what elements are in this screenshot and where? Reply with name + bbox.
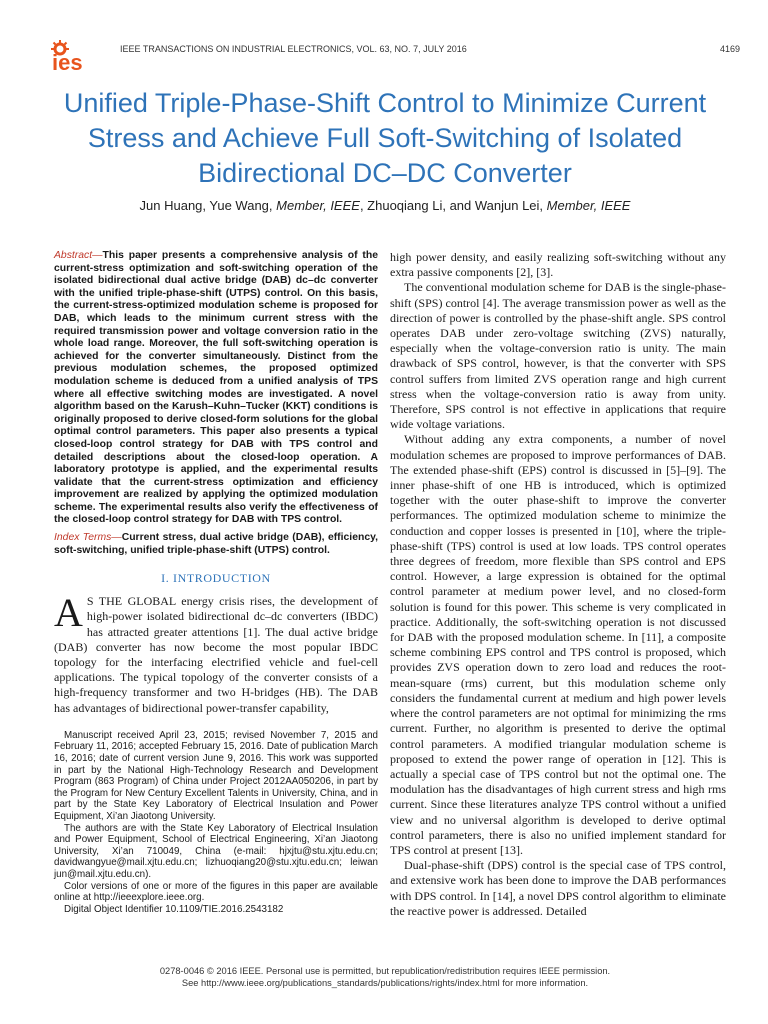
- footnote-color-versions: Color versions of one or more of the figures in this paper are available online at http://ieeexplore.ieee.org.: [54, 880, 378, 904]
- author-line: [40, 198, 730, 213]
- drop-cap: A: [54, 590, 83, 636]
- copyright-line: 0278-0046 © 2016 IEEE. Personal use is permitted, but republication/redistribution requires IEEE permission.: [159, 966, 611, 976]
- intro-text: S THE GLOBAL energy crisis rises, the development of high-power isolated bidirectional dc–dc converters (IBDC) has attracted greater attentions [1]. The dual active bridge (DAB) converter has now become the most popular IBDC topology for the interfacing electrified vehicle and fuel-cell applications. The typical topology of the converter consists of a high-frequency transformer and two H-bridges (HB). The DAB has advantages of bidirectional power-transfer capability,: [54, 594, 378, 715]
- index-terms-text: Current stress, dual active bridge (DAB), efficiency, soft-switching, unified triple-phase-shift (UTPS) control.: [54, 532, 378, 556]
- abstract: [54, 250, 378, 527]
- rights-url-line: See http://www.ieee.org/publications_standards/publications/rights/index.html for more information.: [181, 977, 589, 988]
- right-paragraph-2: The conventional modulation scheme for DAB is the single-phase-shift (SPS) control [4]. The average transmission power as well as the direction of power is controlled by the phase-shift angle. SPS control operates DAB under zero-voltage switching (ZVS) naturally, especially when the voltage-conversion ratio is unity. The main drawback of SPS control, however, is that the converter with SPS control suffers from limited ZVS operation range and high current stress when the voltage-conversion ratio is away from unity. Therefore, SPS control is not effective in applications that require wide voltage variations.: [390, 280, 726, 432]
- author-role-1: Member, IEEE: [276, 198, 360, 213]
- ies-logo: [48, 38, 110, 72]
- left-column: [54, 250, 378, 915]
- copyright-footer: [60, 966, 710, 989]
- right-paragraph-1: high power density, and easily realizing soft-switching without any extra passive components [2], [3].: [390, 250, 726, 280]
- author-names-2: , Zhuoqiang Li, and Wanjun Lei,: [359, 198, 547, 213]
- footnote-doi: Digital Object Identifier 10.1109/TIE.2016.2543182: [64, 903, 284, 915]
- author-role-2: Member, IEEE: [546, 198, 631, 213]
- index-terms-label: Index Terms—: [54, 532, 122, 544]
- right-paragraph-3: Without adding any extra components, a number of novel modulation schemes are proposed to improve performances of DAB. The extended phase-shift (EPS) control is discussed in [5]–[9]. The inner phase-shift of one HB is introduced, which is optimized together with the outer phase-shift to improve the converter performances. The optimized modulation scheme to minimize the conduction and copper losses is presented in [10], where the triple-phase-shift (TPS) control is used at low loads. TPS control operates three degrees of freedom, more flexible than SPS control and EPS control. However, a large expression is obtained for the optimal control parameter at medium power level, and no closed-form solution is found for this power. This scheme is very complicated in practice. Additionally, the soft-switching operation is not discussed for DAB with the proposed modulation scheme. In [11], a composite scheme combining EPS control and TPS control is proposed, which provides ZVS operation down to zero load and reduces the root-mean-square (rms) current, but this modulation scheme only considers the fundamental current at medium and high power levels where the control parameters are not optimal for minimizing the rms current. Further, no algorithm is presented to derive the optimal control parameters. A modified triangular modulation scheme is proposed to extend the power range of operation in [12]. This is actually a special case of TPS control but not the optimal one. The modulation has the disadvantages of high current stress and high rms current. Since these literatures analyze TPS control without a unified view and no universal algorithm is developed to derive optimal control parameters, there is also no unified implement standard for TPS control at present [13].: [390, 432, 726, 857]
- author-names-1: Jun Huang, Yue Wang,: [139, 198, 277, 213]
- running-header: [120, 44, 740, 54]
- footnotes: [54, 730, 378, 916]
- intro-paragraph: [54, 590, 378, 716]
- page-number: 4169: [719, 44, 740, 54]
- abstract-label: Abstract—: [54, 250, 103, 261]
- svg-text:ies: ies: [52, 50, 83, 72]
- section-heading-introduction: I. INTRODUCTION: [161, 571, 271, 586]
- abstract-text: This paper presents a comprehensive analysis of the current-stress optimization and soft-switching operation of the isolated bidirectional dual active bridge (DAB) dc–dc converter with the unified triple-phase-shift (UTPS) control. On this basis, the current-stress-optimized modulation scheme is proposed for DAB, which leads to the minimum current stress with the required transmission power and voltage conversion ratio in the whole load range. Moreover, the full soft-switching operation is achieved for the converter simultaneously. Distinct from the previous modulation schemes, the proposed optimized modulation scheme is deduced from a unified analysis of TPS where all effective switching modes are investigated. A novel algorithm based on the Karush–Kuhn–Tucker (KKT) conditions is originally proposed to derive closed-form solutions for the global optimal control parameters. This paper also presents a typical closed-loop control strategy for DAB with TPS control and detailed descriptions about the closed-loop operation. A laboratory prototype is applied, and the experimental results validate that the current-stress optimization and efficiency improvement are realized by applying the optimized modulation scheme. The experimental results also verify the effectiveness of the closed-loop control strategy for DAB with TPS control.: [54, 250, 378, 526]
- right-column: [390, 250, 726, 919]
- paper-title: Unified Triple-Phase-Shift Control to Minimize Current Stress and Achieve Full Soft-Switching of Isolated Bidirectional DC–DC Converter: [63, 88, 707, 188]
- footnote-manuscript: Manuscript received April 23, 2015; revised November 7, 2015 and February 11, 2016; accepted February 15, 2016. Date of publication March 16, 2016; date of current version June 9, 2016. This work was supported in part by the National High-Technology Research and Development Program (863 Program) of China under Project 2012AA050206, in part by the Program for New Century Excellent Talents in University, China, and in part by the State Key Laboratory of Electrical Insulation and Power Equipment, Xi’an Jiaotong University.: [54, 729, 378, 823]
- index-terms: [54, 532, 378, 557]
- right-paragraph-4: Dual-phase-shift (DPS) control is the special case of TPS control, and extensive work has been done to improve the DAB performances with DPS control. In [14], a novel DPS control algorithm to eliminate the reactive power is addressed. Detailed: [390, 858, 726, 918]
- journal-line: IEEE TRANSACTIONS ON INDUSTRIAL ELECTRONICS, VOL. 63, NO. 7, JULY 2016: [120, 44, 467, 54]
- footnote-affiliation: The authors are with the State Key Laboratory of Electrical Insulation and Power Equipment, School of Electrical Engineering, Xi’an Jiaotong University, Xi’an 710049, China (e-mail: hjxjtu@stu.xjtu.edu.cn; davidwangyue@mail.xjtu.edu.cn; lizhuoqiang20@stu.xjtu.edu.cn; leiwan jun@mail.xjtu.edu.cn).: [54, 822, 378, 880]
